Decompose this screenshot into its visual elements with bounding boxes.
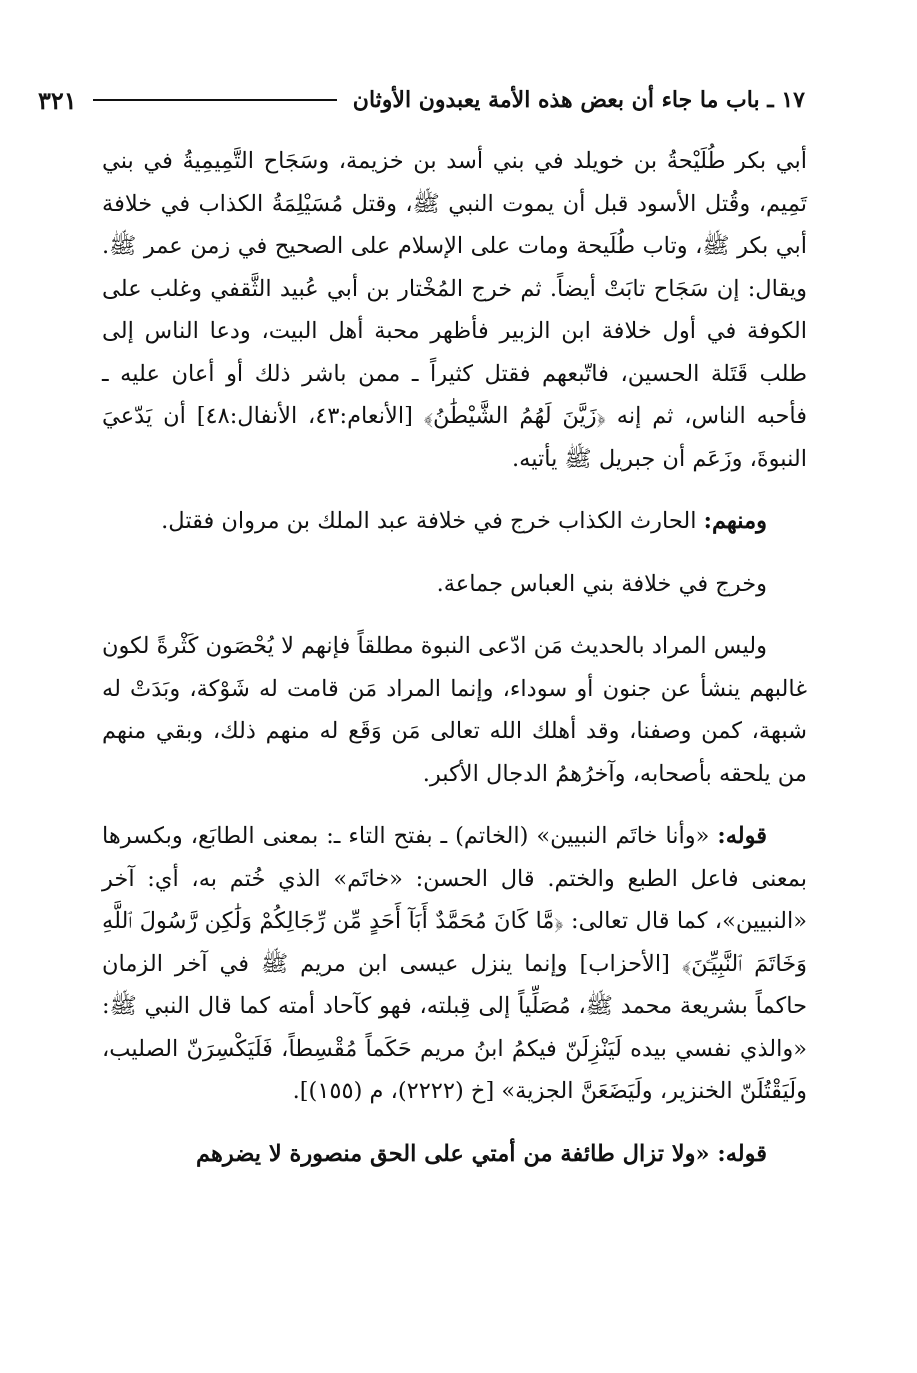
page-body [102,140,807,1195]
paragraph-text: «وأنا خاتَم النبيين» (الخاتم) ـ بفتح التاء ـ: بمعنى الطابَع، وبكسرها بمعنى فاعل الطبع والختم. قال الحسن: «خاتَم» الذي خُتم به، أي: آخر «النبيين»، كما قال تعالى: ﴿مَّا كَانَ مُحَمَّدٌ أَبَآ أَحَدٍ مِّن رِّجَالِكُمْ وَلَٰكِن رَّسُولَ ٱللَّهِ وَخَاتَمَ ٱلنَّبِيِّـۧنَ﴾ [الأحزاب] وإنما ينزل عيسى ابن مريم ﷺ في آخر الزمان حاكماً بشريعة محمد ﷺ، مُصَلِّياً إلى قِبلته، فهو كآحاد أمته كما قال النبي ﷺ: «والذي نفسي بيده لَيَنْزِلَنّ فيكمُ ابنُ مريم حَكَماً مُقْسِطاً، فَلَيَكْسِرَنّ الصليب، ولَيَقْتُلَنّ الخنزير، ولَيَضَعَنَّ الجزية» [خ (٢٢٢٢)، م (١٥٥)]. [102,823,807,1104]
paragraph-text: وخرج في خلافة بني العباس جماعة. [436,570,767,597]
page-number: ٣٢١ [38,85,77,115]
paragraph-text: أبي بكر طُلَيْحةُ بن خويلد في بني أسد بن خزيمة، وسَجَاح التَّمِيمِيةُ في بني تَمِيم، وقُتل الأسود قبل أن يموت النبي ﷺ، وقتل مُسَيْلِمَةُ الكذاب في خلافة أبي بكر ﷺ، وتاب طُلَيحة ومات على الإسلام على الصحيح في زمن عمر ﷺ. ويقال: إن سَجَاح تابَتْ أيضاً. ثم خرج المُخْتار بن أبي عُبيد الثَّقفي وغلب على الكوفة في أول خلافة ابن الزبير فأظهر محبة أهل البيت، ودعا الناس إلى طلب قَتَلة الحسين، فاتّبعهم فقتل كثيراً ـ ممن باشر ذلك أو أعان عليه ـ فأحبه الناس، ثم إنه ﴿زَيَّنَ لَهُمُ الشَّيْطَٰنُ﴾ [الأنعام:٤٣، الأنفال:٤٨] أن يَدّعيَ النبوةَ، وزَعَم أن جبريل ﷺ يأتيه. [102,148,807,472]
paragraph [102,815,807,1113]
paragraph-text: وليس المراد بالحديث مَن ادّعى النبوة مطلقاً فإنهم لا يُحْصَون كَثْرةً لكون غالبهم ينشأ عن جنون أو سوداء، وإنما المراد مَن قامت له شَوْكة، وبَدَتْ له شبهة، كمن وصفنا، وقد أهلك الله تعالى مَن وَقَع له منهم ذلك، وبقي منهم من يلحقه بأصحابه، وآخرُهمُ الدجال الأكبر. [102,633,807,787]
header-rule [93,99,337,101]
paragraph-lead: قوله: [717,823,767,849]
paragraph-text: «ولا تزال طائفة من أمتي على الحق منصورة لا يضرهم [196,1140,718,1167]
paragraph [102,625,807,795]
paragraph-lead: ومنهم: [703,508,767,534]
chapter-title: ١٧ ـ باب ما جاء أن بعض هذه الأمة يعبدون الأوثان [352,87,805,113]
paragraph-lead: قوله: [717,1140,767,1167]
paragraph [102,563,807,606]
paragraph [102,140,807,480]
paragraph [102,500,807,543]
running-header [38,80,805,120]
paragraph-text: الحارث الكذاب خرج في خلافة عبد الملك بن مروان فقتل. [161,508,704,534]
paragraph [102,1133,807,1176]
